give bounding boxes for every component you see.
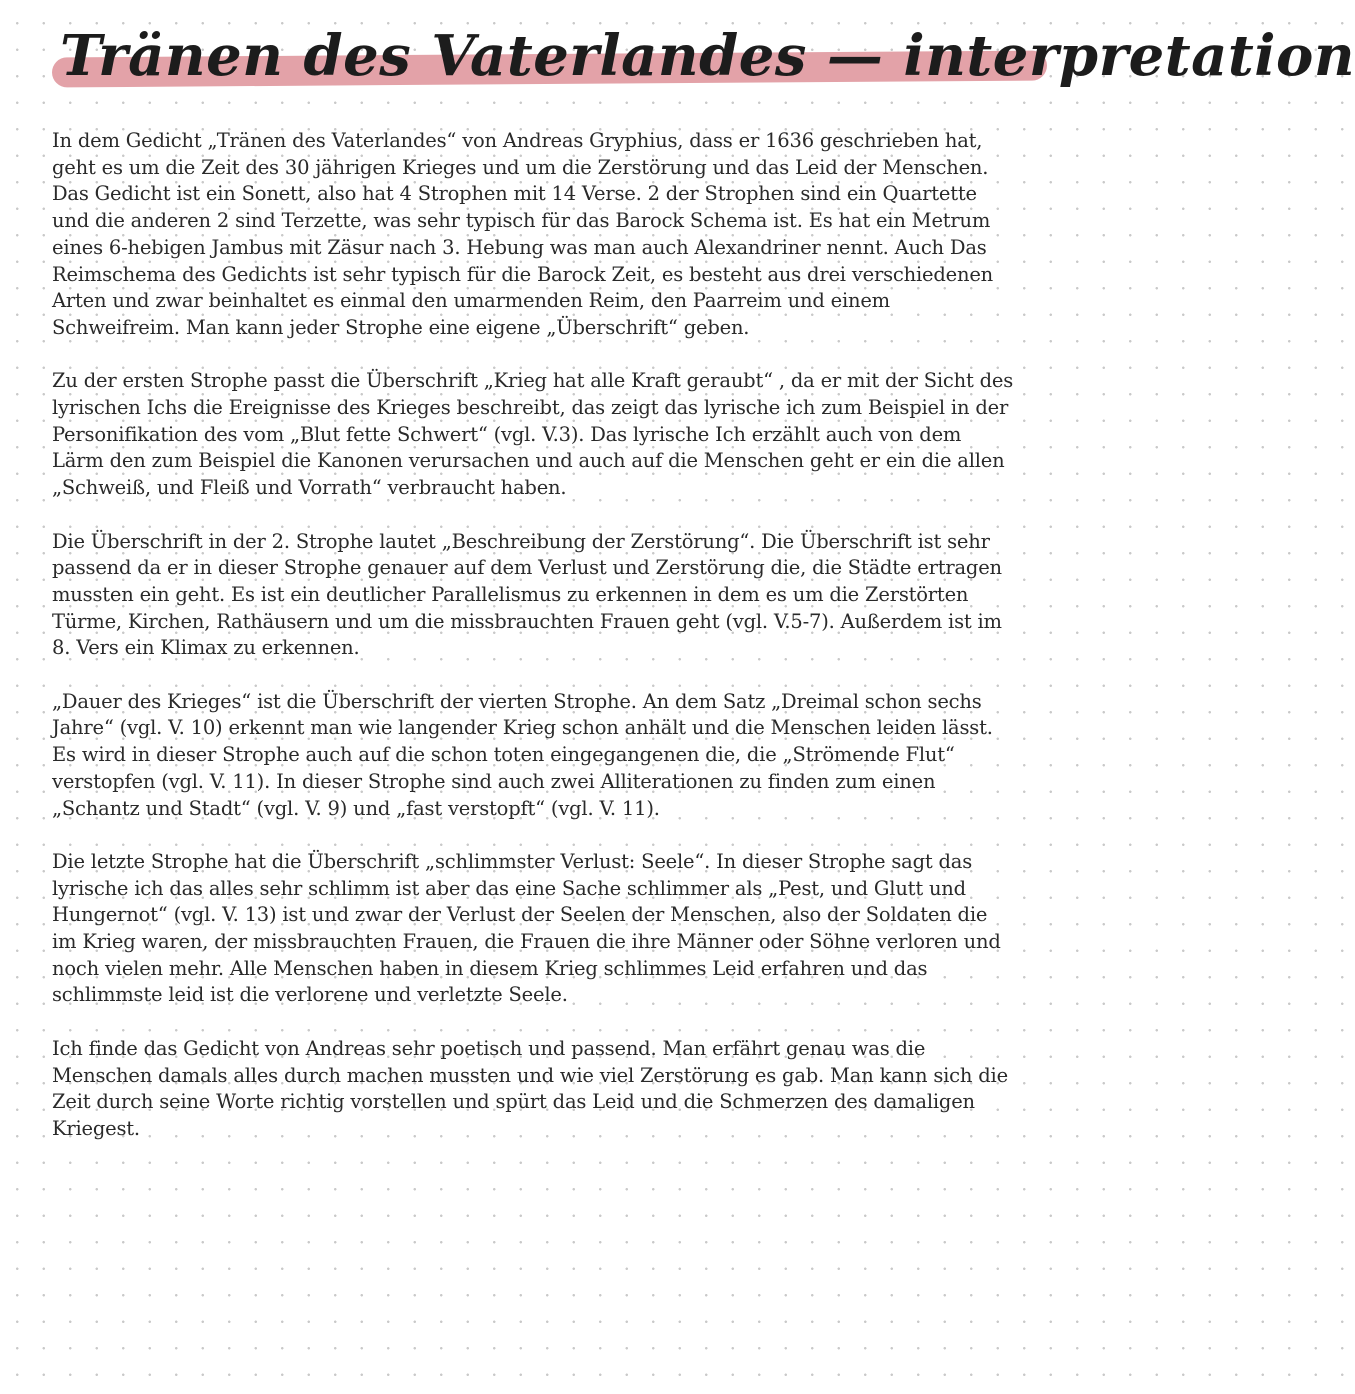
title-block (52, 14, 1355, 104)
paragraph-conclusion: Ich finde das Gedicht von Andreas sehr poetisch und passend. Man erfährt genau was die Menschen damals alles durch machen mussten und wie viel Zerstörung es gab. Man kann sich die Zeit durch seine Worte richtig vorstellen und spürt das Leid und die Schmerzen des damaligen Kriegest. (52, 1036, 1008, 1140)
paragraph-strophe-2: Die Überschrift in der 2. Strophe lautet „Beschreibung der Zerstörung“. Die Überschrift ist sehr passend da er in dieser Strophe genauer auf dem Verlust und Zerstörung die, die Städte ertragen mussten ein geht. Es ist ein deutlicher Parallelismus zu erkennen in dem es um die Zerstörten Türme, Kirchen, Rathäusern und um die missbrauchten Frauen geht (vgl. V.5-7). Außerdem ist im 8. Vers ein Klimax zu erkennen. (52, 529, 1002, 660)
intro-block (52, 128, 1014, 342)
page-title: Tränen des Vaterlandes — interpretation (60, 23, 1355, 89)
paragraph-last-strophe: Die letzte Strophe hat die Überschrift „schlimmster Verlust: Seele“. In dieser Strophe sagt das lyrische ich das alles sehr schlimm ist aber das eine Sache schlimmer als „Pest, und Glutt und Hungernot“ (vgl. V. 13) ist und zwar der Verlust der Seelen der Menschen, also der Soldaten die im Krieg waren, der missbrauchten Frauen, die Frauen die ihre Männer oder Söhne verloren und noch vielen mehr. Alle Menschen haben in diesem Krieg schlimmes Leid erfahren und das schlimmste leid ist die verlorene und verletzte Seele. (52, 849, 1001, 1007)
paragraph-intro: In dem Gedicht „Tränen des Vaterlandes“ von Andreas Gryphius, dass er 1636 geschrieben hat, geht es um die Zeit des 30 jährigen Krieges und um die Zerstörung und das Leid der Menschen. (52, 129, 989, 179)
paragraph-strophe-1: Zu der ersten Strophe passt die Überschrift „Krieg hat alle Kraft geraubt“ , da er mit der Sicht des lyrischen Ichs die Ereignisse des Krieges beschreibt, das zeigt das lyrische ich zum Beispiel in der Personifikation des vom „Blut fette Schwert“ (vgl. V.3). Das lyrische Ich erzählt auch von dem Lärm den zum Beispiel die Kanonen verursachen und auch auf die Menschen geht er ein die allen „Schweiß, und Fleiß und Vorrath“ verbraucht haben. (52, 369, 1014, 500)
paragraph-strophe-4: „Dauer des Krieges“ ist die Überschrift der vierten Strophe. An dem Satz „Dreimal schon sechs Jahre“ (vgl. V. 10) erkennt man wie langender Krieg schon anhält und die Menschen leiden lässt. Es wird in dieser Strophe auch auf die schon toten eingegangenen die, die „Strömende Flut“ verstopfen (vgl. V. 11). In dieser Strophe sind auch zwei Alliterationen zu finden zum einen „Schantz und Stadt“ (vgl. V. 9) und „fast verstopft“ (vgl. V. 11). (52, 689, 993, 820)
paragraph-form: Das Gedicht ist ein Sonett, also hat 4 Strophen mit 14 Verse. 2 der Strophen sind ein Quartette und die anderen 2 sind Terzette, was sehr typisch für das Barock Schema ist. Es hat ein Metrum eines 6-hebigen Jambus mit Zäsur nach 3. Hebung was man auch Alexandriner nennt. Auch Das Reimschema des Gedichts ist sehr typisch für die Barock Zeit, es besteht aus drei verschiedenen Arten und zwar beinhaltet es einmal den umarmenden Reim, den Paarreim und einem Schweifreim. Man kann jeder Strophe eine eigene „Überschrift“ geben. (52, 182, 994, 339)
essay-body (52, 128, 1014, 1169)
